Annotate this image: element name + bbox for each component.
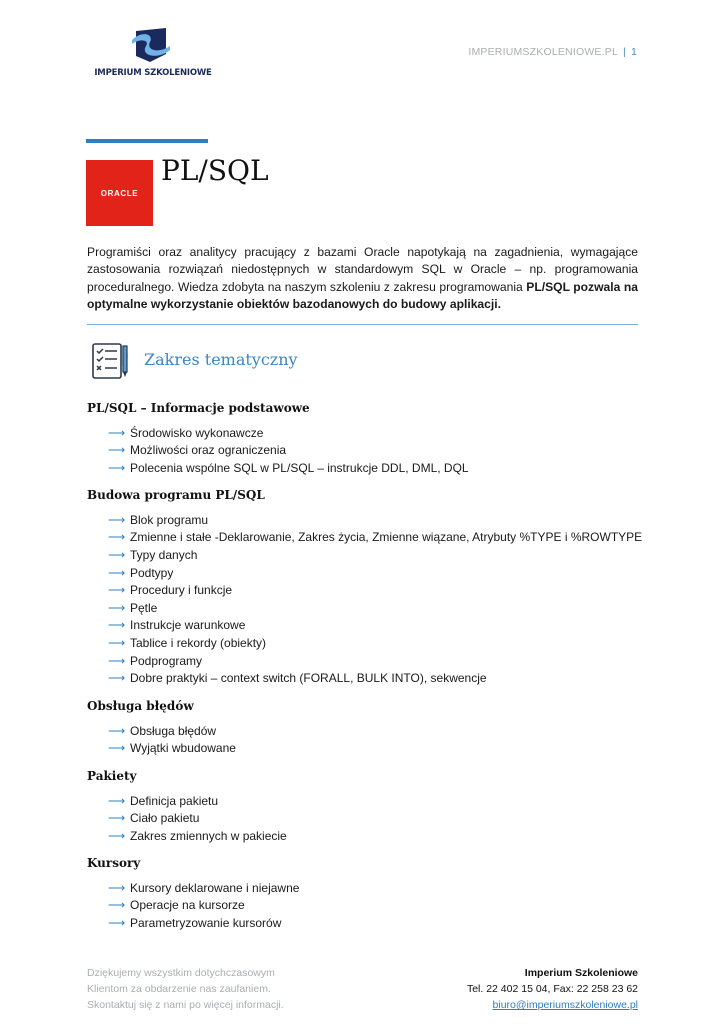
list-item-label: Pętle xyxy=(130,600,158,615)
arrow-right-icon: ⟶ xyxy=(108,565,126,580)
site-link[interactable]: IMPERIUMSZKOLENIOWE.PL xyxy=(468,46,619,58)
list-item-label: Definicja pakietu xyxy=(130,793,219,808)
list-item xyxy=(108,634,642,652)
header-separator: | xyxy=(623,46,626,58)
arrow-right-icon: ⟶ xyxy=(108,828,126,843)
list-item xyxy=(108,442,469,460)
arrow-right-icon: ⟶ xyxy=(108,512,126,527)
page-title: PL/SQL xyxy=(161,154,269,187)
list-item-label: Podprogramy xyxy=(130,653,203,668)
list-item-label: Procedury i funkcje xyxy=(130,583,233,598)
list-item xyxy=(108,810,287,828)
list-item-label: Zmienne i stałe -Deklarowanie, Zakres życia, Zmienne wiązane, Atrybuty %TYPE i %ROWTYPE xyxy=(130,530,643,545)
footer-line: Klientom za obdarzenie nas zaufaniem. xyxy=(87,983,271,995)
footer-thanks xyxy=(87,965,284,1013)
arrow-right-icon: ⟶ xyxy=(108,653,126,668)
list-item-label: Zakres zmiennych w pakiecie xyxy=(130,828,287,843)
arrow-right-icon: ⟶ xyxy=(108,635,126,650)
footer-email-link[interactable]: biuro@imperiumszkoleniowe.pl xyxy=(492,999,638,1011)
oracle-logo xyxy=(86,160,153,226)
arrow-right-icon: ⟶ xyxy=(108,671,126,686)
list-item xyxy=(108,740,236,758)
list-item-label: Dobre praktyki – context switch (FORALL, BULK INTO), sekwencje xyxy=(130,671,487,686)
list-item-label: Tablice i rekordy (obiekty) xyxy=(130,635,267,650)
footer-phone: Tel. 22 402 15 04, Fax: 22 258 23 62 xyxy=(466,983,638,995)
arrow-right-icon: ⟶ xyxy=(108,618,126,633)
checklist-icon xyxy=(90,340,130,382)
list-item-label: Operacje na kursorze xyxy=(130,898,245,913)
oracle-logo-text: ORACLE xyxy=(100,188,139,198)
footer-line: Skontaktuj się z nami po więcej informacji. xyxy=(87,999,284,1011)
list-item xyxy=(108,897,299,915)
list-item xyxy=(108,546,642,564)
list-item xyxy=(108,564,642,582)
list-item xyxy=(108,459,469,477)
list-item xyxy=(108,511,642,529)
section-title: Zakres tematyczny xyxy=(144,350,298,369)
topic-list xyxy=(108,879,299,932)
list-item-label: Ciało pakietu xyxy=(130,811,200,826)
page-header-info xyxy=(468,46,637,58)
topic-list xyxy=(108,722,236,757)
topic-list xyxy=(108,792,287,845)
title-accent-bar xyxy=(86,139,208,143)
list-item xyxy=(108,914,299,932)
topic-list xyxy=(108,511,642,687)
arrow-right-icon: ⟶ xyxy=(108,811,126,826)
list-item xyxy=(108,652,642,670)
list-item xyxy=(108,424,469,442)
footer-contact xyxy=(467,965,638,1013)
list-item-label: Polecenia wspólne SQL w PL/SQL – instrukcje DDL, DML, DQL xyxy=(130,460,469,475)
arrow-right-icon: ⟶ xyxy=(108,460,126,475)
list-item-label: Instrukcje warunkowe xyxy=(130,618,246,633)
arrow-right-icon: ⟶ xyxy=(108,583,126,598)
list-item-label: Blok programu xyxy=(130,512,209,527)
list-item-label: Obsługa błędów xyxy=(130,723,217,738)
group-title: Kursory xyxy=(87,856,141,870)
list-item xyxy=(108,581,642,599)
footer-line: Dziękujemy wszystkim dotychczasowym xyxy=(87,967,275,979)
arrow-right-icon: ⟶ xyxy=(108,793,126,808)
section-divider xyxy=(87,324,638,325)
arrow-right-icon: ⟶ xyxy=(108,741,126,756)
list-item xyxy=(108,827,287,845)
arrow-right-icon: ⟶ xyxy=(108,530,126,545)
intro-highlight: PL/SQL pozwala na optymalne wykorzystanie obiektów bazodanowych do budowy aplikacji. xyxy=(87,279,638,312)
list-item-label: Środowisko wykonawcze xyxy=(130,425,264,440)
arrow-right-icon: ⟶ xyxy=(108,600,126,615)
topic-list xyxy=(108,424,469,477)
list-item xyxy=(108,617,642,635)
list-item xyxy=(108,669,642,687)
group-title: Obsługa błędów xyxy=(87,699,194,713)
arrow-right-icon: ⟶ xyxy=(108,547,126,562)
arrow-right-icon: ⟶ xyxy=(108,880,126,895)
page-number: 1 xyxy=(630,46,637,58)
list-item xyxy=(108,529,642,547)
group-title: Pakiety xyxy=(87,769,137,783)
arrow-right-icon: ⟶ xyxy=(108,425,126,440)
company-logo xyxy=(88,28,218,80)
list-item xyxy=(108,722,236,740)
list-item-label: Typy danych xyxy=(130,547,198,562)
list-item xyxy=(108,879,299,897)
arrow-right-icon: ⟶ xyxy=(108,723,126,738)
list-item-label: Podtypy xyxy=(130,565,174,580)
list-item xyxy=(108,599,642,617)
logo-text: IMPERIUM SZKOLENIOWE xyxy=(94,68,212,78)
footer-company: Imperium Szkoleniowe xyxy=(524,967,638,979)
list-item xyxy=(108,792,287,810)
list-item-label: Parametryzowanie kursorów xyxy=(130,915,282,930)
arrow-right-icon: ⟶ xyxy=(108,915,126,930)
intro-paragraph xyxy=(87,244,638,314)
arrow-right-icon: ⟶ xyxy=(108,443,126,458)
list-item-label: Wyjątki wbudowane xyxy=(130,741,236,756)
intro-text: Programiści oraz analitycy pracujący z bazami Oracle napotykają na zagadnienia, wymagające zastosowania rozwiązań niedostępnych w standardowym SQL w Oracle – np. programowania proceduralnego. Wiedza zdobyta na naszym szkoleniu z zakresu programowania xyxy=(87,245,638,294)
arrow-right-icon: ⟶ xyxy=(108,898,126,913)
list-item-label: Możliwości oraz ograniczenia xyxy=(130,443,287,458)
group-title: PL/SQL – Informacje podstawowe xyxy=(87,401,310,415)
logo-emblem-icon xyxy=(132,28,172,64)
group-title: Budowa programu PL/SQL xyxy=(87,488,265,502)
list-item-label: Kursory deklarowane i niejawne xyxy=(130,880,300,895)
